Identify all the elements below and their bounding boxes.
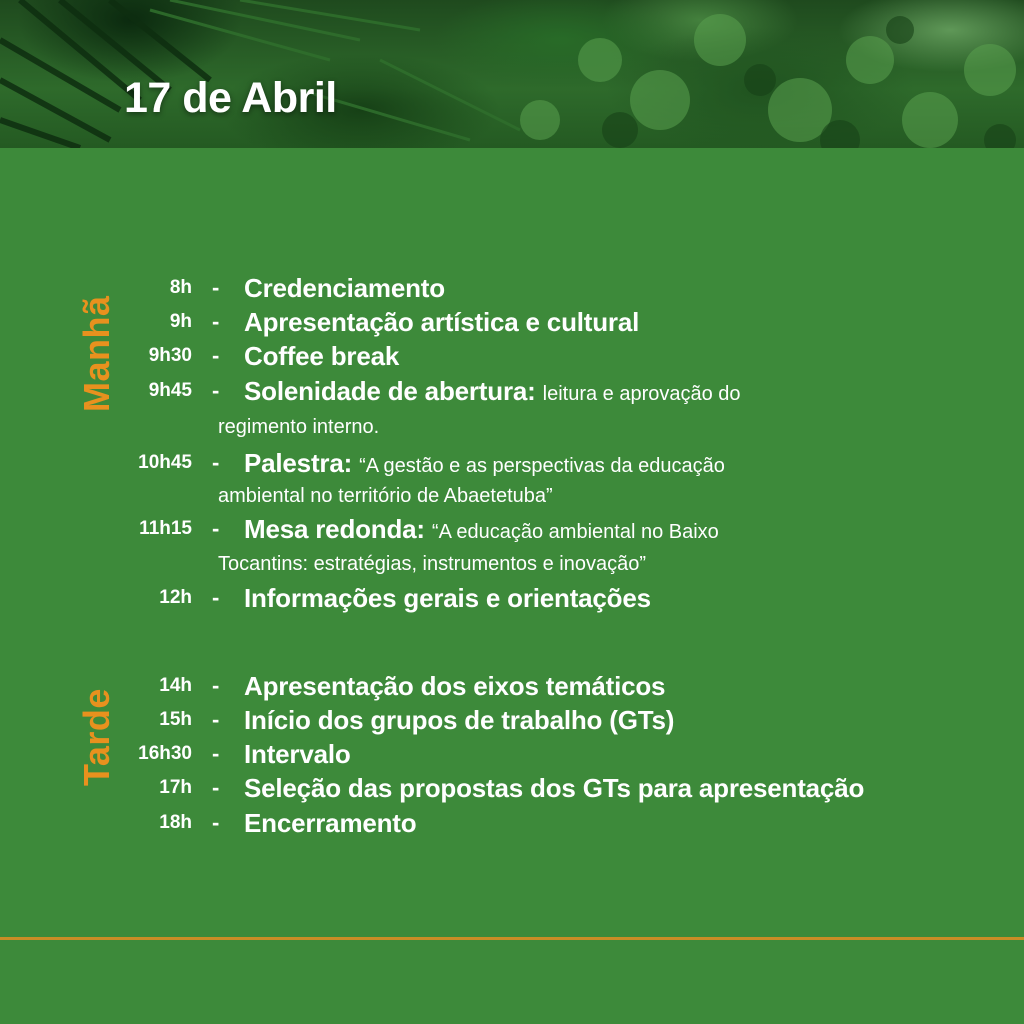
schedule-dash: - [212,673,220,698]
schedule-row [0,341,1024,375]
schedule-row [0,307,1024,341]
schedule-description: leitura e aprovação do [542,383,741,405]
schedule-description-continued: regimento interno. [218,416,380,438]
schedule-time: 17h [159,777,192,798]
schedule-title: Mesa redonda: “A educação ambiental no Baixo [244,514,719,544]
schedule-time: 15h [159,709,192,730]
schedule-row [0,583,1024,617]
schedule-title: Seleção das propostas dos GTs para apresentação [244,773,865,803]
schedule-time: 9h30 [148,345,192,366]
schedule-title: Início dos grupos de trabalho (GTs) [244,705,675,735]
page-title: 17 de Abril [124,74,337,122]
schedule-time: 14h [159,675,192,696]
schedule-title: Solenidade de abertura: leitura e aprovação do [244,376,741,406]
schedule-dash: - [212,775,220,800]
schedule-dash: - [212,585,220,610]
schedule-time: 11h15 [139,518,192,539]
schedule-description-continued: ambiental no território de Abaetetuba” [218,485,553,507]
schedule-title: Palestra: “A gestão e as perspectivas da educação [244,448,725,478]
section-label-afternoon: Tarde [76,688,117,786]
schedule-row [0,808,1024,842]
schedule-dash: - [212,275,220,300]
schedule-row [0,773,1024,807]
schedule-row [0,514,1024,548]
schedule-dash: - [212,516,220,541]
schedule-time: 9h45 [148,380,192,401]
schedule-row [0,705,1024,739]
schedule-time: 18h [159,812,192,833]
schedule-title: Apresentação dos eixos temáticos [244,671,666,701]
schedule-description-continued: Tocantins: estratégias, instrumentos e inovação” [218,553,646,575]
schedule-title: Informações gerais e orientações [244,583,651,613]
schedule-row [0,671,1024,705]
schedule-row [0,273,1024,307]
schedule-time: 9h [169,311,192,332]
schedule-dash: - [212,450,220,475]
schedule-row [0,739,1024,773]
schedule-title: Intervalo [244,739,351,769]
schedule-dash: - [212,810,220,835]
schedule-title: Encerramento [244,808,417,838]
schedule-dash: - [212,707,220,732]
schedule-dash: - [212,741,220,766]
schedule-time: 16h30 [138,743,192,764]
schedule-time: 10h45 [138,452,192,473]
schedule-title: Apresentação artística e cultural [244,307,640,337]
schedule-description: “A educação ambiental no Baixo [431,521,719,543]
schedule-dash: - [212,309,220,334]
schedule-dash: - [212,378,220,403]
schedule-dash: - [212,343,220,368]
schedule-title: Credenciamento [244,273,445,303]
footer-divider [0,937,1024,940]
schedule-description: “A gestão e as perspectivas da educação [359,455,725,477]
schedule-row [0,376,1024,410]
schedule-time: 12h [159,587,192,608]
schedule-title: Coffee break [244,341,400,371]
section-label-morning: Manhã [76,295,117,412]
schedule-time: 8h [169,277,192,298]
foliage-header-banner [0,0,1024,148]
schedule-row [0,448,1024,482]
